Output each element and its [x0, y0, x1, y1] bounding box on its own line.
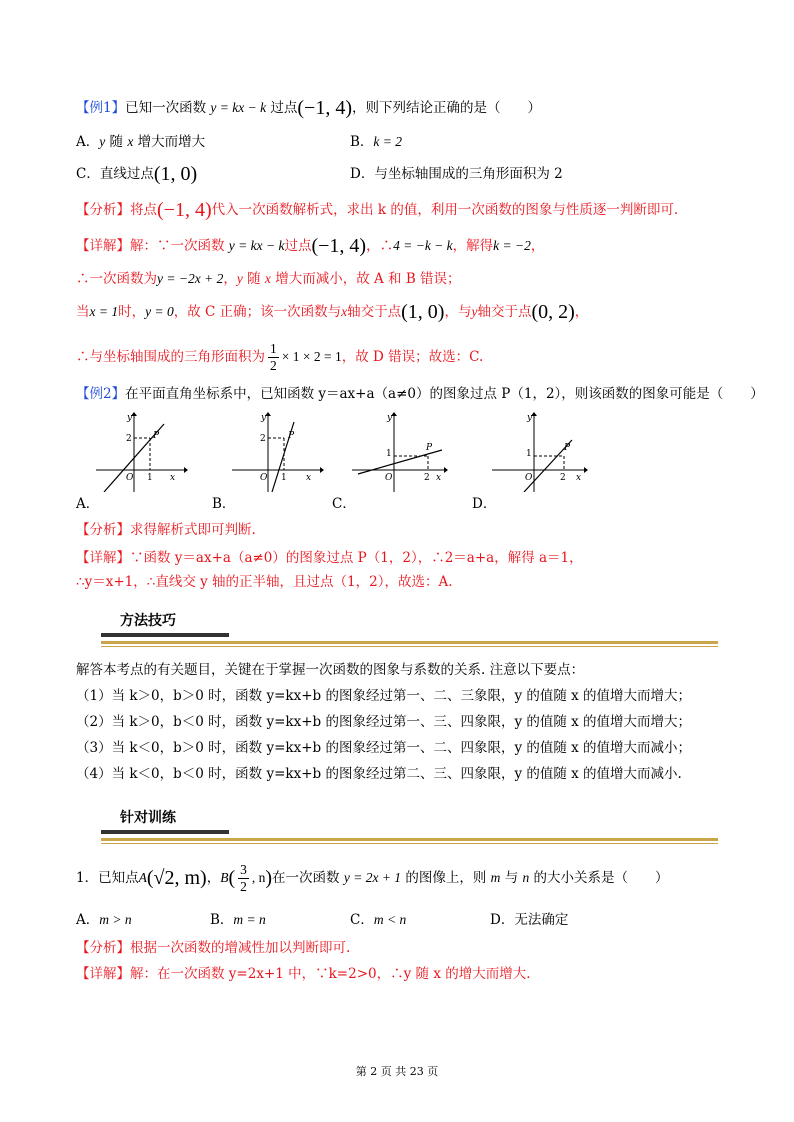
svg-text:x: x [576, 473, 582, 483]
training-rule [101, 838, 718, 841]
ex1-question: 【例1】已知一次函数 y = kx − k 过点(−1, 4)，则下列结论正确的是（ ） [76, 97, 541, 119]
training-options [76, 910, 569, 930]
method-rule [101, 641, 718, 644]
method-item-4: （4）当 k＜0，b＜0 时，函数 y=kx+b 的图象经过第二、三、四象限，y 的值随 x 的值增大而减小. [76, 766, 682, 782]
svg-text:1: 1 [386, 449, 392, 459]
ex1-option-b: B．k = 2 [350, 134, 403, 150]
graph-c [352, 412, 448, 492]
ex2-question: 【例2】在平面直角坐标系中，已知函数 y＝ax+a（a≠0）的图象过点 P（1，2），则该函数的图象可能是（ ） [76, 386, 764, 402]
svg-text:1: 1 [281, 473, 287, 483]
svg-text:P: P [564, 443, 571, 453]
training-detail: 【详解】解：在一次函数 y=2x+1 中，∵k=2>0，∴y 随 x 的增大而增大. [76, 966, 531, 982]
method-intro: 解答本考点的有关题目，关键在于掌握一次函数的图象与系数的关系. 注意以下要点： [76, 662, 585, 678]
graph-a-label: A． [76, 496, 100, 512]
graph-d [492, 412, 588, 492]
ex1-detail-2: ∴一次函数为y = −2x + 2，y 随 x 增大而减小，故 A 和 B 错误； [76, 271, 461, 287]
ex1-analysis: 【分析】将点(−1, 4)代入一次函数解析式，求出 k 的值，利用一次函数的图象与性质逐一判断即可. [76, 199, 679, 221]
graph-b-label: B． [212, 496, 236, 512]
graph-d-label: D． [472, 496, 497, 512]
training-option-c: C．m < n [350, 912, 407, 928]
svg-text:O: O [126, 473, 134, 483]
svg-text:P: P [426, 443, 433, 453]
training-option-a: A．m > n [76, 912, 132, 928]
ex1-tag: 【例1】 [76, 100, 126, 116]
page-footer: 第 2 页 共 23 页 [355, 1065, 439, 1078]
graph-b [232, 412, 324, 492]
svg-text:y: y [261, 413, 267, 423]
ex1-option-c: C．直线过点(1, 0) [76, 163, 198, 185]
svg-text:2: 2 [560, 473, 566, 483]
training-option-b: B．m = n [210, 912, 266, 928]
method-title: 方法技巧 [120, 613, 176, 629]
svg-text:2: 2 [126, 434, 132, 444]
ex1-options-row1 [76, 132, 403, 152]
training-question: 1．已知点A(√2, m)，B( $\frac{3}{2}$ , n)在一次函数 y = 2x + 1 的图像上，则 m 与 n 的大小关系是（ ） [76, 862, 669, 894]
training-rule-thin [101, 843, 718, 844]
svg-text:y: y [127, 413, 133, 423]
svg-text:2: 2 [424, 473, 430, 483]
method-item-2: （2）当 k＞0，b＜0 时，函数 y=kx+b 的图象经过第一、三、四象限，y 的值随 x 的值增大而增大； [76, 714, 692, 730]
method-item-1: （1）当 k＞0，b＞0 时，函数 y=kx+b 的图象经过第一、二、三象限，y 的值随 x 的值增大而增大； [76, 688, 692, 704]
training-title: 针对训练 [120, 810, 176, 826]
ex2-detail-2: ∴y＝x+1，∴直线交 y 轴的正半轴，且过点（1，2），故选：A. [76, 574, 453, 590]
svg-text:O: O [385, 473, 393, 483]
training-analysis: 【分析】根据一次函数的增减性加以判断即可. [76, 940, 351, 956]
svg-text:O: O [260, 473, 268, 483]
svg-text:y: y [387, 413, 393, 423]
svg-text:O: O [525, 473, 533, 483]
graph-c-label: C． [332, 496, 356, 512]
svg-text:P: P [153, 431, 160, 441]
svg-text:x: x [170, 473, 176, 483]
svg-text:2: 2 [260, 434, 266, 444]
ex1-detail-1: 【详解】解：∵一次函数 y = kx − k过点(−1, 4)，∴4 = −k − k，解得k = −2， [76, 235, 545, 257]
svg-text:P: P [288, 431, 295, 441]
svg-text:x: x [306, 473, 312, 483]
training-title-underline [101, 830, 229, 834]
ex1-option-a: A．y 随 x 增大而增大 [76, 134, 206, 150]
svg-text:x: x [436, 473, 442, 483]
svg-text:1: 1 [526, 449, 532, 459]
ex1-options-row2 [76, 163, 563, 185]
ex2-analysis: 【分析】求得解析式即可判断. [76, 522, 256, 538]
fraction-one-half: $\frac{1}{2}$ [270, 341, 277, 373]
method-rule-thin [101, 646, 718, 647]
graph-a [96, 412, 188, 492]
method-item-3: （3）当 k＜0，b＞0 时，函数 y=kx+b 的图象经过第一、二、四象限，y 的值随 x 的值增大而减小； [76, 740, 692, 756]
ex2-detail-1: 【详解】∵函数 y＝ax+a（a≠0）的图象过点 P（1，2），∴2＝a+a，解得 a＝1， [76, 550, 583, 566]
ex1-option-d: D．与坐标轴围成的三角形面积为 2 [350, 166, 563, 182]
training-option-d: D．无法确定 [490, 912, 569, 928]
ex1-detail-3: 当x = 1时，y = 0，故 C 正确；该一次函数与x轴交于点(1, 0)，与y轴交于点(0, 2)， [76, 301, 589, 323]
method-title-underline [101, 633, 229, 637]
svg-text:y: y [527, 413, 533, 423]
svg-text:1: 1 [147, 473, 153, 483]
ex1-detail-4: ∴与坐标轴围成的三角形面积为 $\frac{1}{2}$ × 1 × 2 = 1，故 D 错误；故选：C. [76, 341, 484, 373]
